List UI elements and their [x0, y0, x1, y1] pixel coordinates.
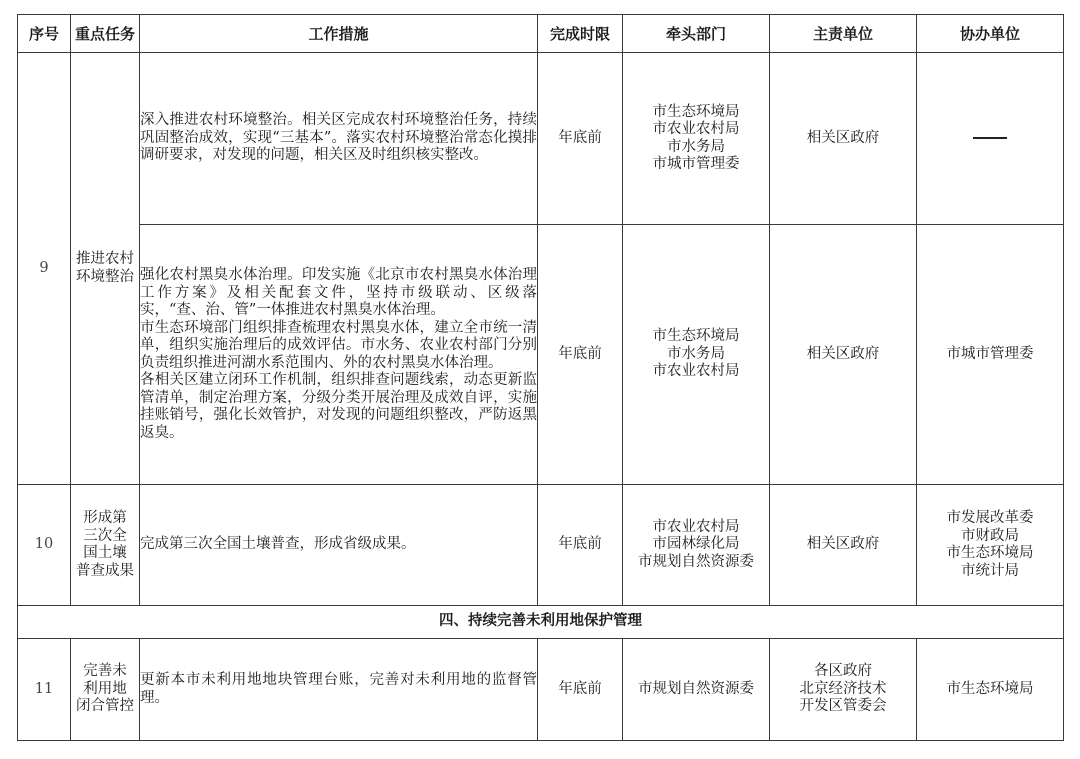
dept-line: 市农业农村局: [652, 363, 740, 380]
lead-dept-cell: [623, 225, 770, 485]
main-unit-cell: [770, 639, 917, 741]
section-heading: 四、持续完善未利用地保护管理: [18, 606, 1064, 639]
dept-line: 市水务局: [667, 345, 725, 362]
unit-line: 市统计局: [961, 562, 1019, 579]
header-row: [18, 15, 1064, 53]
measure-cell: [140, 225, 538, 485]
key-task-line: 三次全: [83, 527, 127, 544]
lead-dept-cell: [623, 53, 770, 225]
header-measure: 工作措施: [140, 15, 538, 53]
dept-line: 市规划自然资源委: [638, 680, 754, 697]
table-row: [18, 225, 1064, 485]
measure-paragraph: 完成第三次全国土壤普查，形成省级成果。: [140, 536, 416, 553]
key-task-cell: [71, 53, 140, 485]
lead-dept-cell: [623, 639, 770, 741]
lead-dept-cell: [623, 485, 770, 606]
measure-cell: [140, 53, 538, 225]
dept-line: 市农业农村局: [652, 518, 740, 535]
key-task-cell: [71, 485, 140, 606]
assist-unit-cell: [917, 225, 1064, 485]
unit-line: 开发区管委会: [799, 698, 887, 715]
task-table: [17, 14, 1064, 741]
unit-line: 各区政府: [814, 663, 872, 680]
key-task-line: 环境整治: [76, 268, 134, 285]
header-assist: 协办单位: [917, 15, 1064, 53]
key-task-line: 形成第: [83, 510, 127, 526]
row-number: 11: [18, 639, 71, 741]
dept-line: 市水务局: [667, 138, 725, 155]
table-row: [18, 485, 1064, 606]
key-task-line: 国土壤: [83, 545, 127, 561]
key-task-line: 闭合管控: [76, 698, 134, 715]
assist-unit-cell: [917, 53, 1064, 225]
unit-line: 北京经济技术: [799, 680, 887, 697]
deadline-cell: 年底前: [538, 485, 623, 606]
header-task: 重点任务: [71, 15, 140, 53]
empty-dash: [973, 137, 1007, 139]
deadline-cell: 年底前: [538, 53, 623, 225]
deadline-cell: 年底前: [538, 225, 623, 485]
table-row: [18, 639, 1064, 741]
measure-paragraph: 强化农村黑臭水体治理。印发实施《北京市农村黑臭水体治理工作方案》及相关配套文件，坚持市级联动、区级落实，“查、治、管”一体推进农村黑臭水体治理。: [140, 267, 537, 318]
dept-line: 市生态环境局: [652, 328, 740, 345]
unit-line: 市城市管理委: [946, 345, 1034, 362]
key-task-cell: [71, 639, 140, 741]
main-unit-cell: [770, 225, 917, 485]
header-seq: 序号: [18, 15, 71, 53]
key-task-line: 推进农村: [76, 251, 134, 267]
section-row: [18, 606, 1064, 639]
assist-unit-cell: [917, 485, 1064, 606]
main-unit-cell: [770, 485, 917, 606]
deadline-cell: 年底前: [538, 639, 623, 741]
main-unit-cell: [770, 53, 917, 225]
dept-line: 市农业农村局: [652, 121, 740, 137]
measure-paragraph: 更新本市未利用地地块管理台账，完善对未利用地的监督管理。: [140, 672, 537, 706]
dept-line: 市园林绿化局: [652, 536, 740, 553]
measure-paragraph: 市生态环境部门组织排查梳理农村黑臭水体，建立全市统一清单，组织实施治理后的成效评估。市水务、农业农村部门分别负责组织推进河湖水系范围内、外的农村黑臭水体治理。: [140, 319, 537, 371]
header-main: 主责单位: [770, 15, 917, 53]
unit-line: 市生态环境局: [946, 680, 1034, 697]
unit-line: 市财政局: [961, 527, 1019, 544]
dept-line: 市规划自然资源委: [638, 553, 754, 570]
measure-cell: [140, 485, 538, 606]
key-task-line: 普查成果: [76, 562, 134, 579]
header-lead: 牵头部门: [623, 15, 770, 53]
row-number: 9: [18, 53, 71, 485]
assist-unit-cell: [917, 639, 1064, 741]
dept-line: 市生态环境局: [652, 103, 740, 120]
measure-paragraph: 深入推进农村环境整治。相关区完成农村环境整治任务，持续巩固整治成效，实现“三基本”。落实农村环境整治常态化摸排调研要求，对发现的问题，相关区及时组织核实整改。: [140, 112, 537, 164]
unit-line: 市发展改革委: [946, 510, 1034, 526]
unit-line: 相关区政府: [806, 129, 880, 146]
table-row: [18, 53, 1064, 225]
measure-cell: [140, 639, 538, 741]
key-task-line: 完善未: [83, 663, 127, 680]
unit-line: 相关区政府: [806, 536, 880, 553]
unit-line: 相关区政府: [806, 345, 880, 362]
key-task-line: 利用地: [83, 680, 127, 697]
measure-paragraph: 各相关区建立闭环工作机制，组织排查问题线索，动态更新监管清单，制定治理方案，分级分类开展治理及成效自评，实施挂账销号，强化长效管护，对发现的问题组织整改，严防返黑返臭。: [140, 372, 537, 441]
header-deadline: 完成时限: [538, 15, 623, 53]
row-number: 10: [18, 485, 71, 606]
unit-line: 市生态环境局: [946, 545, 1034, 561]
dept-line: 市城市管理委: [652, 156, 740, 172]
